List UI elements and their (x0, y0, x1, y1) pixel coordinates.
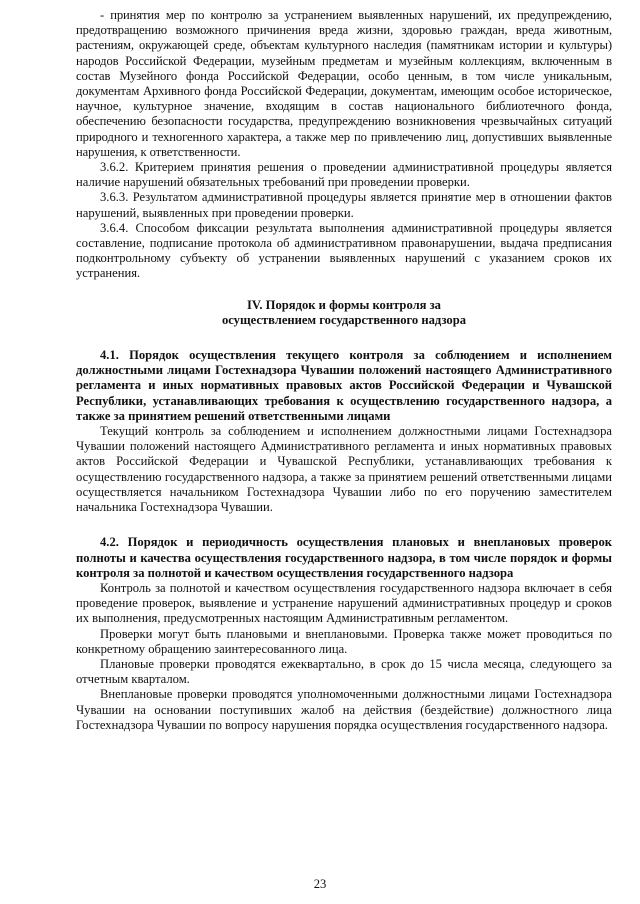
subsection-4-2-paragraph-2: Проверки могут быть плановыми и внеплановыми. Проверка также может проводиться по конкретному обращению заинтересованного лица. (76, 626, 612, 656)
section-title-iv (76, 298, 612, 328)
paragraph-3-6-4: 3.6.4. Способом фиксации результата выполнения административной процедуры является составление, подписание протокола об административном правонарушении, выдача предписания подконтрольному субъекту об устранении выявленных нарушений с указанием сроков их устранения. (76, 220, 612, 281)
subsection-4-1-heading: 4.1. Порядок осуществления текущего контроля за соблюдением и исполнением должностными лицами Гостехнадзора Чувашии положений настоящего Административного регламента и иных нормативных правовых актов Российской Федерации и Чувашской Республики, устанавливающих требования к осуществлению государственного надзора, а также за принятием решений ответственными лицами (76, 348, 612, 423)
section-title-line-2: осуществлением государственного надзора (221, 312, 467, 327)
spacer (76, 328, 612, 348)
subsection-4-2-paragraph-3: Плановые проверки проводятся ежеквартально, в срок до 15 числа месяца, следующего за отчетным кварталом. (76, 656, 612, 687)
paragraph-measures: - принятия мер по контролю за устранением выявленных нарушений, их предупреждению, предотвращению возможного причинения вреда жизни, здоровью граждан, вреда животным, растениям, окружающей среде, объектам культурного наследия (памятникам истории и культуры) народов Российской Федерации, музейным предметам и музейным коллекциям, включенным в состав Музейного фонда Российской Федерации, особо ценным, в том числе уникальным, документам Архивного фонда Российской Федерации, документам, имеющим особое историческое, научное, культурное значение, входящим в состав национального библиотечного фонда, обеспечению безопасности государства, предупреждению возникновения чрезвычайных ситуаций природного и техногенного характера, а также мер по привлечению лиц, допустивших выявленные нарушения, к ответственности. (76, 8, 612, 159)
subsection-4-2-paragraph-4: Внеплановые проверки проводятся уполномоченными должностными лицами Гостехнадзора Чувашии на основании поступивших жалоб на действия (бездействие) должностного лица Гостехнадзора Чувашии по вопросу нарушения порядка осуществления государственного надзора. (76, 687, 612, 732)
subsection-4-1-text: Текущий контроль за соблюдением и исполнением должностными лицами Гостехнадзора Чувашии положений настоящего Административного регламента и иных нормативных правовых актов Российской Федерации и Чувашской Республики, устанавливающих требования к осуществлению государственного надзора, а также за принятием решений ответственными лицами осуществляется начальником Гостехнадзора Чувашии либо по его поручению заместителем начальника Гостехнадзора Чувашии. (76, 424, 612, 515)
page-number: 23 (313, 877, 327, 891)
subsection-4-2-paragraph-1: Контроль за полнотой и качеством осуществления государственного надзора включает в себя проведение проверок, выявление и устранение нарушений административных процедур и сроков их выполнения, предусмотренных настоящим Административным регламентом. (76, 580, 612, 626)
paragraph-3-6-3: 3.6.3. Результатом административной процедуры является принятие мер в отношении фактов нарушений, выявленных при проведении проверки. (76, 190, 612, 220)
subsection-4-2-heading: 4.2. Порядок и периодичность осуществления плановых и внеплановых проверок полноты и качества осуществления государственного надзора, в том числе порядок и формы контроля за полнотой и качеством осуществления государственного надзора (76, 535, 612, 580)
spacer (76, 515, 612, 535)
paragraph-3-6-2: 3.6.2. Критерием принятия решения о проведении административной процедуры является наличие нарушений обязательных требований при проведении проверки. (76, 160, 612, 190)
section-title-line-1: IV. Порядок и формы контроля за (247, 297, 441, 312)
